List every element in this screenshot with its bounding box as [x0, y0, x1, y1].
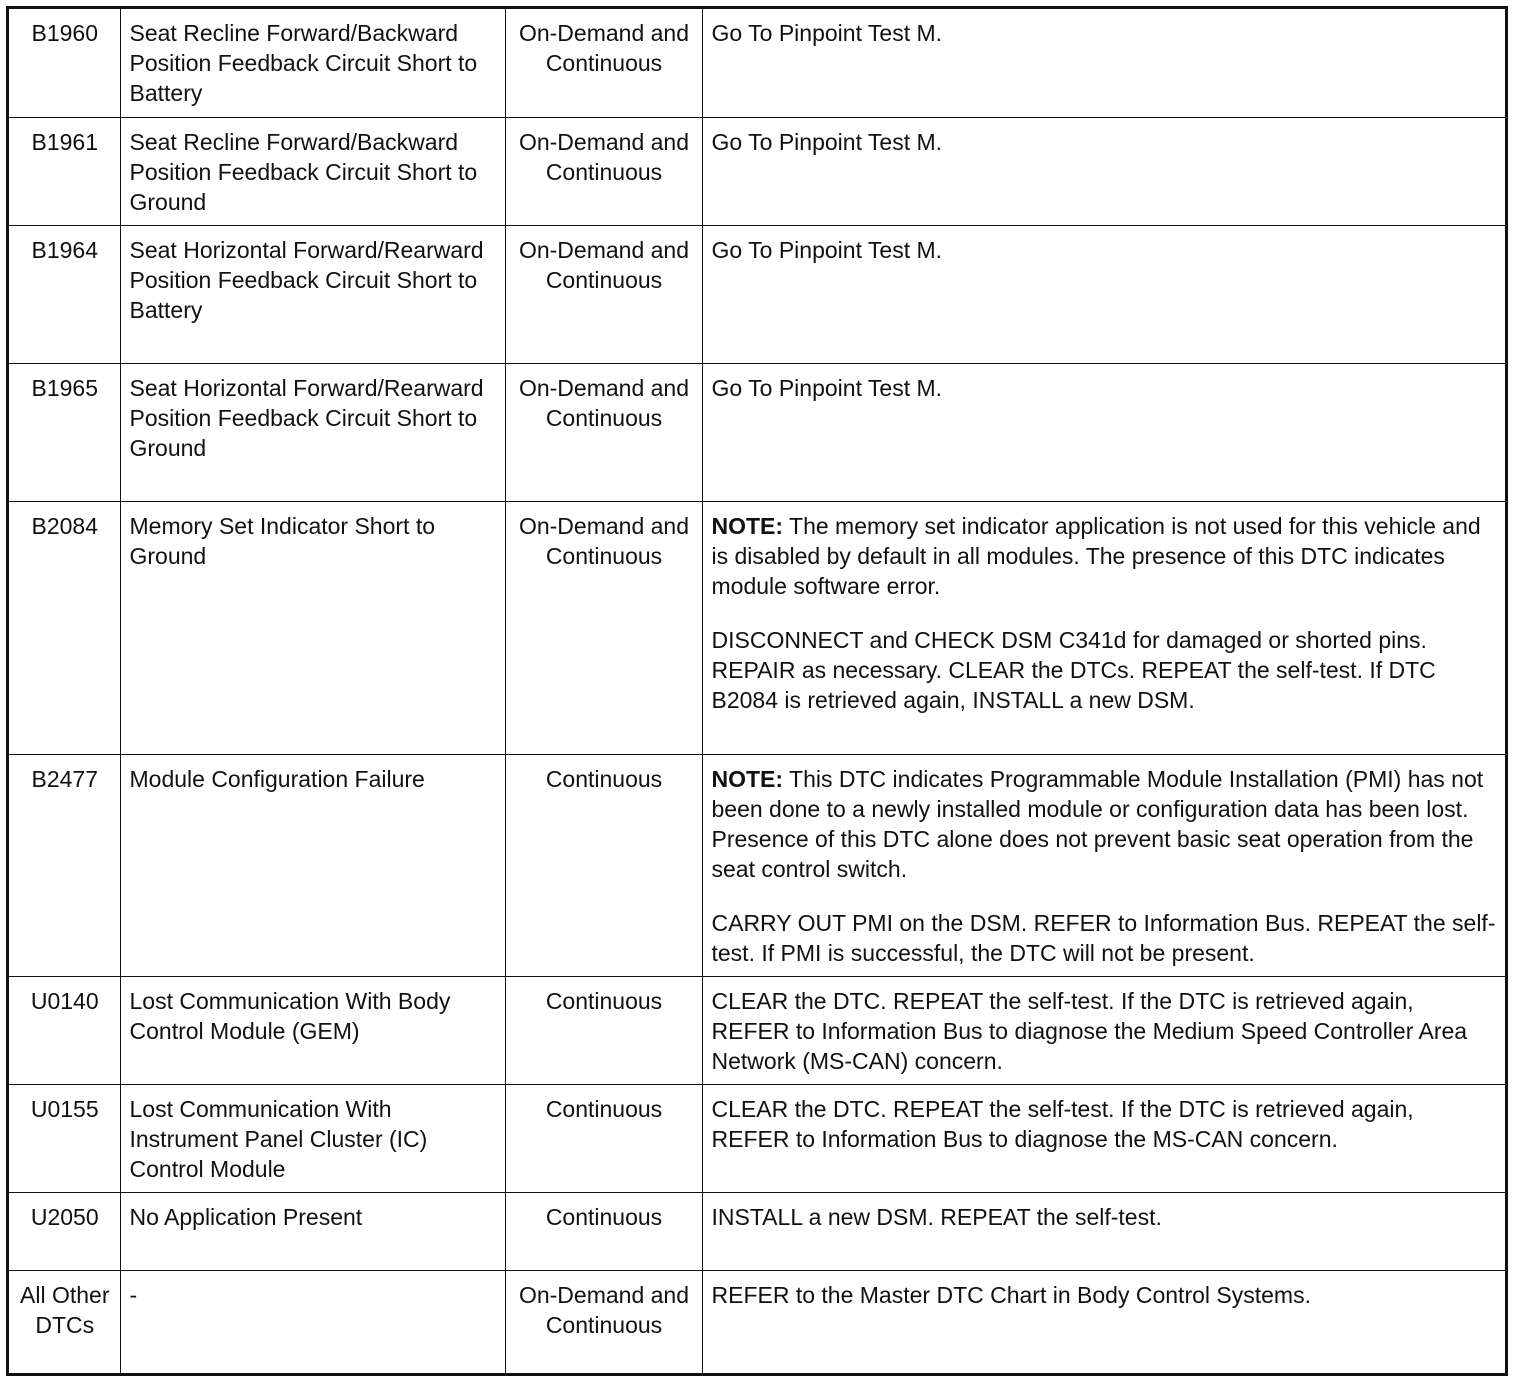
dtc-condition-cell: On-Demand and Continuous: [505, 1270, 702, 1373]
action-text: Go To Pinpoint Test M.: [711, 20, 943, 46]
dtc-action-cell: [702, 501, 1505, 754]
action-text: CLEAR the DTC. REPEAT the self-test. If the DTC is retrieved again, REFER to Information Bus to diagnose the Medium Speed Controller Area Network (MS-CAN) concern.: [711, 987, 1468, 1074]
dtc-description-cell: Lost Communication With Body Control Module (GEM): [120, 976, 505, 1084]
dtc-table: [9, 9, 1505, 1373]
dtc-table-frame: [6, 6, 1508, 1376]
table-row: [9, 9, 1505, 117]
note-label: NOTE:: [711, 765, 784, 792]
dtc-code-cell: U2050: [9, 1192, 120, 1270]
table-row: [9, 1084, 1505, 1192]
table-row: [9, 225, 1505, 363]
action-text: Go To Pinpoint Test M.: [711, 374, 943, 401]
dtc-description-cell: Seat Recline Forward/Backward Position Feedback Circuit Short to Battery: [120, 9, 505, 117]
dtc-code-cell: All Other DTCs: [9, 1270, 120, 1373]
action-text: REFER to the Master DTC Chart in Body Control Systems.: [711, 1281, 1311, 1308]
dtc-action-cell: [702, 9, 1505, 117]
dtc-condition-cell: Continuous: [505, 976, 702, 1084]
dtc-table-body: [9, 9, 1505, 1373]
dtc-action-cell: [702, 1084, 1505, 1192]
dtc-description-cell: Module Configuration Failure: [120, 754, 505, 976]
dtc-code-cell: B1960: [9, 9, 120, 117]
dtc-code-cell: U0140: [9, 976, 120, 1084]
table-row: [9, 1270, 1505, 1373]
table-row: [9, 1192, 1505, 1270]
dtc-code-cell: B2084: [9, 501, 120, 754]
dtc-description-cell: No Application Present: [120, 1192, 505, 1270]
dtc-description-cell: Lost Communication With Instrument Panel Cluster (IC) Control Module: [120, 1084, 505, 1192]
dtc-action-cell: [702, 1192, 1505, 1270]
dtc-description-cell: Memory Set Indicator Short to Ground: [120, 501, 505, 754]
dtc-code-cell: B1964: [9, 225, 120, 363]
table-row: [9, 117, 1505, 225]
dtc-condition-cell: On-Demand and Continuous: [505, 363, 702, 501]
dtc-code-cell: B1961: [9, 117, 120, 225]
dtc-description-cell: Seat Horizontal Forward/Rearward Position Feedback Circuit Short to Battery: [120, 225, 505, 363]
dtc-action-cell: [702, 976, 1505, 1084]
dtc-action-cell: [702, 363, 1505, 501]
action-note: [712, 764, 1498, 884]
dtc-condition-cell: On-Demand and Continuous: [505, 501, 702, 754]
dtc-description-cell: Seat Horizontal Forward/Rearward Position Feedback Circuit Short to Ground: [120, 363, 505, 501]
dtc-condition-cell: Continuous: [505, 1192, 702, 1270]
dtc-description-cell: Seat Recline Forward/Backward Position Feedback Circuit Short to Ground: [120, 117, 505, 225]
table-row: [9, 363, 1505, 501]
dtc-condition-cell: On-Demand and Continuous: [505, 9, 702, 117]
action-text: CARRY OUT PMI on the DSM. REFER to Information Bus. REPEAT the self-test. If PMI is successful, the DTC will not be present.: [711, 909, 1496, 966]
dtc-action-cell: [702, 1270, 1505, 1373]
note-label: NOTE:: [711, 512, 784, 539]
dtc-code-cell: B2477: [9, 754, 120, 976]
table-row: [9, 754, 1505, 976]
dtc-code-cell: B1965: [9, 363, 120, 501]
action-text: INSTALL a new DSM. REPEAT the self-test.: [711, 1203, 1162, 1230]
dtc-condition-cell: Continuous: [505, 1084, 702, 1192]
table-row: [9, 976, 1505, 1084]
note-text: This DTC indicates Programmable Module Installation (PMI) has not been done to a newly installed module or configuration data has been lost. Presence of this DTC alone does not prevent basic seat operation from the seat control switch.: [711, 765, 1484, 882]
dtc-action-cell: [702, 225, 1505, 363]
dtc-condition-cell: Continuous: [505, 754, 702, 976]
dtc-code-cell: U0155: [9, 1084, 120, 1192]
table-row: [9, 501, 1505, 754]
dtc-condition-cell: On-Demand and Continuous: [505, 117, 702, 225]
action-text: CLEAR the DTC. REPEAT the self-test. If the DTC is retrieved again, REFER to Information Bus to diagnose the MS-CAN concern.: [711, 1095, 1414, 1152]
action-text: DISCONNECT and CHECK DSM C341d for damaged or shorted pins. REPAIR as necessary. CLEAR the DTCs. REPEAT the self-test. If DTC B2084 is retrieved again, INSTALL a new DSM.: [711, 626, 1436, 713]
dtc-action-cell: [702, 754, 1505, 976]
note-text: The memory set indicator application is not used for this vehicle and is disabled by default in all modules. The presence of this DTC indicates module software error.: [711, 512, 1481, 599]
action-text: Go To Pinpoint Test M.: [711, 128, 943, 155]
dtc-action-cell: [702, 117, 1505, 225]
action-note: [712, 511, 1498, 601]
dtc-description-cell: -: [120, 1270, 505, 1373]
action-text: Go To Pinpoint Test M.: [711, 236, 943, 263]
dtc-condition-cell: On-Demand and Continuous: [505, 225, 702, 363]
